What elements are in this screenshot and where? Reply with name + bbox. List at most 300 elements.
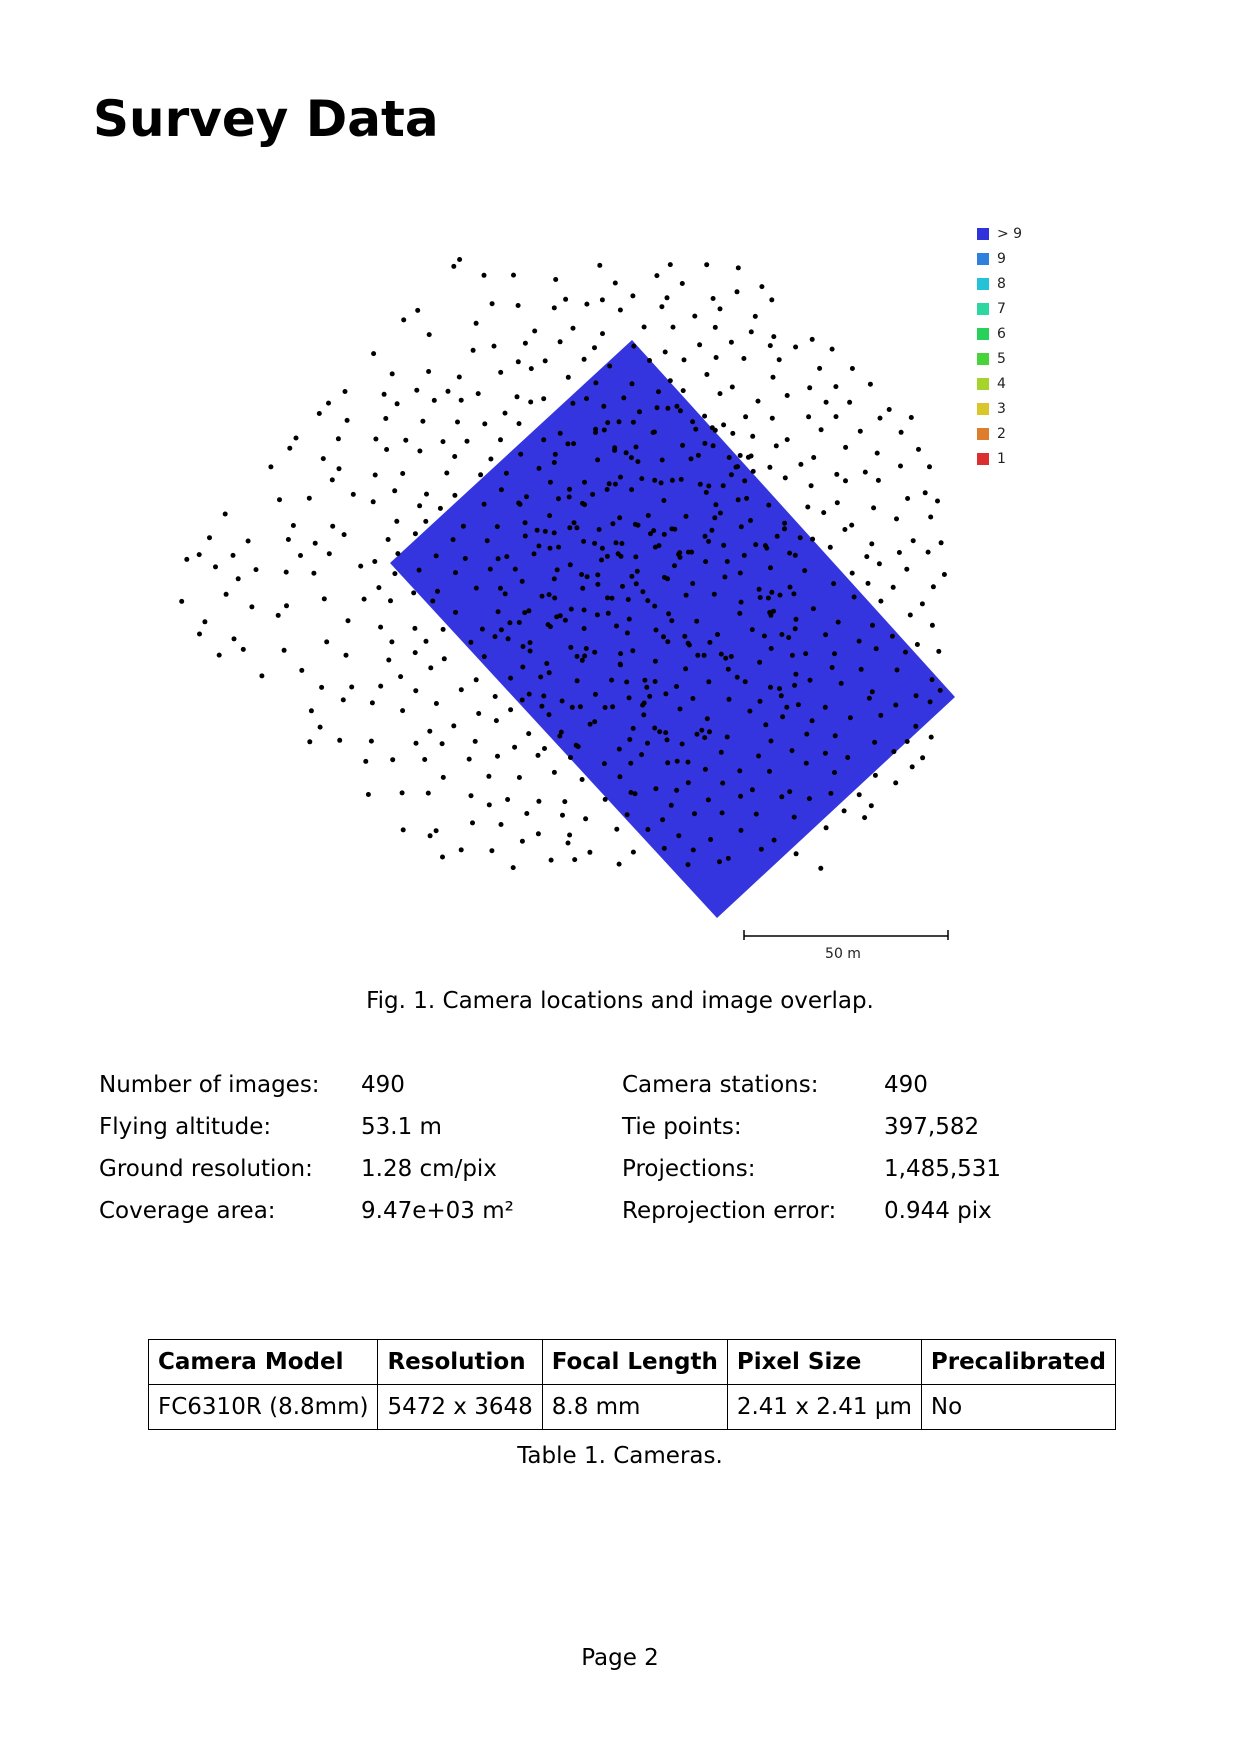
camera-location-dot <box>920 601 925 606</box>
camera-location-dot <box>527 692 532 697</box>
camera-location-dot <box>762 634 767 639</box>
camera-location-dot <box>536 831 541 836</box>
camera-location-dot <box>663 350 668 355</box>
camera-location-dot <box>599 558 604 563</box>
camera-location-dot <box>630 648 635 653</box>
camera-location-dot <box>703 559 708 564</box>
camera-location-dot <box>696 453 701 458</box>
camera-location-dot <box>580 501 585 506</box>
stat-value: 53.1 m <box>361 1114 442 1140</box>
camera-location-dot <box>718 306 723 311</box>
camera-location-dot <box>197 632 202 637</box>
camera-location-dot <box>342 532 347 537</box>
camera-location-dot <box>566 841 571 846</box>
camera-location-dot <box>644 685 649 690</box>
camera-location-dot <box>678 707 683 712</box>
camera-location-dot <box>708 837 713 842</box>
camera-location-dot <box>307 496 312 501</box>
camera-location-dot <box>785 437 790 442</box>
camera-location-dot <box>446 389 451 394</box>
camera-location-dot <box>607 481 612 486</box>
camera-location-dot <box>790 653 795 658</box>
camera-location-dot <box>859 667 864 672</box>
camera-location-dot <box>498 370 503 375</box>
camera-location-dot <box>796 702 801 707</box>
camera-location-dot <box>503 411 508 416</box>
camera-location-dot <box>349 685 354 690</box>
camera-location-dot <box>420 419 425 424</box>
camera-location-dot <box>821 510 826 515</box>
camera-location-dot <box>719 750 724 755</box>
camera-location-dot <box>607 364 612 369</box>
camera-location-dot <box>179 599 184 604</box>
camera-location-dot <box>505 797 510 802</box>
camera-location-dot <box>639 752 644 757</box>
camera-location-dot <box>706 539 711 544</box>
camera-location-dot <box>766 596 771 601</box>
camera-location-dot <box>541 694 546 699</box>
cameras-table <box>148 1339 1116 1430</box>
camera-location-dot <box>874 646 879 651</box>
camera-location-dot <box>516 359 521 364</box>
camera-location-dot <box>506 636 511 641</box>
camera-location-dot <box>413 531 418 536</box>
camera-location-dot <box>893 780 898 785</box>
camera-location-dot <box>635 569 640 574</box>
camera-location-dot <box>284 603 289 608</box>
camera-location-dot <box>517 775 522 780</box>
camera-location-dot <box>729 654 734 659</box>
page-number: Page 2 <box>581 1645 659 1671</box>
camera-location-dot <box>570 705 575 710</box>
camera-location-dot <box>547 670 552 675</box>
camera-location-dot <box>474 677 479 682</box>
camera-location-dot <box>370 700 375 705</box>
camera-location-dot <box>779 693 784 698</box>
camera-location-dot <box>485 538 490 543</box>
camera-location-dot <box>609 678 614 683</box>
stat-value: 490 <box>884 1072 928 1098</box>
camera-location-dot <box>451 264 456 269</box>
camera-location-dot <box>382 392 387 397</box>
camera-location-dot <box>720 781 725 786</box>
camera-location-dot <box>600 297 605 302</box>
camera-location-dot <box>655 405 660 410</box>
camera-location-dot <box>771 375 776 380</box>
camera-location-dot <box>766 503 771 508</box>
camera-location-dot <box>942 572 947 577</box>
camera-location-dot <box>441 627 446 632</box>
camera-location-dot <box>905 739 910 744</box>
camera-location-dot <box>571 326 576 331</box>
camera-location-dot <box>553 277 558 282</box>
camera-location-dot <box>663 691 668 696</box>
image-overlap-area <box>390 340 955 918</box>
camera-location-dot <box>652 478 657 483</box>
camera-location-dot <box>572 857 577 862</box>
camera-location-dot <box>444 471 449 476</box>
figure-caption: Fig. 1. Camera locations and image overlap. <box>366 988 874 1014</box>
camera-location-dot <box>743 679 748 684</box>
camera-location-dot <box>618 308 623 313</box>
camera-location-dot <box>435 589 440 594</box>
camera-location-dot <box>804 732 809 737</box>
camera-location-dot <box>532 329 537 334</box>
camera-location-dot <box>920 755 925 760</box>
column-header: Precalibrated <box>921 1340 1115 1385</box>
camera-location-dot <box>582 357 587 362</box>
camera-location-dot <box>686 550 691 555</box>
camera-location-dot <box>474 586 479 591</box>
camera-location-dot <box>592 541 597 546</box>
camera-location-dot <box>569 607 574 612</box>
camera-location-dot <box>746 455 751 460</box>
camera-location-dot <box>536 799 541 804</box>
camera-location-dot <box>767 610 772 615</box>
camera-location-dot <box>552 576 557 581</box>
camera-location-dot <box>482 421 487 426</box>
camera-location-dot <box>785 393 790 398</box>
camera-location-dot <box>778 593 783 598</box>
legend-item <box>977 296 1022 321</box>
camera-location-dot <box>326 401 331 406</box>
camera-location-dot <box>486 774 491 779</box>
camera-location-dot <box>674 404 679 409</box>
camera-location-dot <box>453 570 458 575</box>
camera-location-dot <box>824 400 829 405</box>
camera-location-dot <box>535 528 540 533</box>
camera-location-dot <box>684 514 689 519</box>
camera-location-dot <box>843 478 848 483</box>
camera-location-dot <box>508 676 513 681</box>
camera-location-dot <box>774 443 779 448</box>
camera-location-dot <box>438 506 443 511</box>
camera-location-dot <box>619 541 624 546</box>
camera-location-dot <box>373 473 378 478</box>
camera-location-dot <box>904 567 909 572</box>
camera-location-dot <box>691 848 696 853</box>
camera-location-dot <box>864 554 869 559</box>
camera-location-dot <box>558 339 563 344</box>
camera-location-dot <box>665 576 670 581</box>
camera-location-dot <box>590 492 595 497</box>
camera-location-dot <box>721 483 726 488</box>
camera-location-dot <box>680 443 685 448</box>
camera-location-dot <box>434 553 439 558</box>
camera-location-dot <box>231 553 236 558</box>
legend-item <box>977 371 1022 396</box>
camera-location-dot <box>473 739 478 744</box>
camera-location-dot <box>772 838 777 843</box>
camera-location-dot <box>928 515 933 520</box>
camera-location-dot <box>725 735 730 740</box>
camera-location-dot <box>780 714 785 719</box>
camera-location-dot <box>424 492 429 497</box>
camera-location-dot <box>597 527 602 532</box>
camera-location-dot <box>660 817 665 822</box>
camera-location-dot <box>683 666 688 671</box>
camera-location-dot <box>872 740 877 745</box>
camera-location-dot <box>552 530 557 535</box>
camera-location-dot <box>642 678 647 683</box>
camera-location-dot <box>319 685 324 690</box>
camera-location-dot <box>254 567 259 572</box>
camera-location-dot <box>697 342 702 347</box>
camera-location-dot <box>706 679 711 684</box>
camera-location-dot <box>633 554 638 559</box>
camera-location-dot <box>739 828 744 833</box>
camera-location-dot <box>753 542 758 547</box>
camera-location-dot <box>553 452 558 457</box>
camera-location-dot <box>694 619 699 624</box>
camera-location-dot <box>927 464 932 469</box>
legend-label: 1 <box>997 450 1006 467</box>
column-header: Pixel Size <box>727 1340 921 1385</box>
camera-location-dot <box>726 856 731 861</box>
camera-location-dot <box>742 553 747 558</box>
camera-location-dot <box>630 293 635 298</box>
camera-location-dot <box>653 679 658 684</box>
camera-location-dot <box>383 416 388 421</box>
camera-location-dot <box>582 626 587 631</box>
camera-location-dot <box>576 744 581 749</box>
camera-location-dot <box>787 551 792 556</box>
camera-location-dot <box>824 825 829 830</box>
camera-location-dot <box>515 394 520 399</box>
camera-location-dot <box>503 591 508 596</box>
camera-location-dot <box>704 490 709 495</box>
camera-location-dot <box>390 371 395 376</box>
camera-location-dot <box>793 345 798 350</box>
camera-location-dot <box>807 385 812 390</box>
stat-label: Ground resolution: <box>99 1156 313 1182</box>
camera-location-dot <box>562 799 567 804</box>
camera-location-dot <box>401 317 406 322</box>
legend-swatch <box>977 303 989 315</box>
camera-location-dot <box>430 599 435 604</box>
camera-location-dot <box>452 454 457 459</box>
stat-value: 397,582 <box>884 1114 980 1140</box>
stat-label: Number of images: <box>99 1072 320 1098</box>
camera-location-dot <box>810 337 815 342</box>
camera-location-dot <box>890 634 895 639</box>
camera-location-dot <box>552 770 557 775</box>
camera-location-dot <box>757 587 762 592</box>
camera-location-dot <box>911 538 916 543</box>
camera-location-dot <box>249 604 254 609</box>
scale-bar <box>744 930 948 940</box>
camera-location-dot <box>322 596 327 601</box>
camera-location-dot <box>792 683 797 688</box>
camera-location-dot <box>541 396 546 401</box>
camera-location-dot <box>878 713 883 718</box>
camera-location-dot <box>721 543 726 548</box>
stat-value: 1,485,531 <box>884 1156 1002 1182</box>
stat-value: 9.47e+03 m² <box>361 1198 514 1224</box>
camera-location-dot <box>371 499 376 504</box>
camera-location-dot <box>669 618 674 623</box>
camera-location-dot <box>282 648 287 653</box>
camera-location-dot <box>451 537 456 542</box>
camera-location-dot <box>489 848 494 853</box>
camera-location-dot <box>417 449 422 454</box>
camera-location-dot <box>663 730 668 735</box>
camera-location-dot <box>674 788 679 793</box>
camera-location-dot <box>871 505 876 510</box>
legend-swatch <box>977 253 989 265</box>
camera-location-dot <box>496 556 501 561</box>
camera-location-dot <box>558 431 563 436</box>
camera-location-dot <box>593 380 598 385</box>
table-header-row <box>149 1340 1116 1385</box>
camera-location-dot <box>736 265 741 270</box>
camera-location-dot <box>287 446 292 451</box>
camera-location-dot <box>870 623 875 628</box>
camera-location-dot <box>794 851 799 856</box>
camera-location-dot <box>426 791 431 796</box>
camera-location-dot <box>386 537 391 542</box>
camera-location-dot <box>805 505 810 510</box>
camera-location-dot <box>571 441 576 446</box>
camera-location-dot <box>318 725 323 730</box>
camera-location-dot <box>639 476 644 481</box>
camera-location-dot <box>702 653 707 658</box>
camera-location-dot <box>739 600 744 605</box>
camera-location-dot <box>651 528 656 533</box>
camera-location-dot <box>678 555 683 560</box>
camera-location-dot <box>478 472 483 477</box>
camera-location-dot <box>672 563 677 568</box>
camera-location-dot <box>341 697 346 702</box>
camera-location-dot <box>810 537 815 542</box>
camera-location-dot <box>862 815 867 820</box>
camera-location-dot <box>584 646 589 651</box>
camera-location-dot <box>833 733 838 738</box>
camera-location-dot <box>779 632 784 637</box>
camera-location-dot <box>567 495 572 500</box>
legend-label: 4 <box>997 375 1006 392</box>
camera-location-dot <box>524 811 529 816</box>
camera-location-dot <box>578 704 583 709</box>
camera-location-dot <box>499 627 504 632</box>
camera-location-dot <box>584 396 589 401</box>
camera-location-dot <box>706 797 711 802</box>
camera-location-dot <box>336 436 341 441</box>
camera-location-dot <box>441 439 446 444</box>
camera-location-dot <box>939 540 944 545</box>
camera-location-dot <box>793 553 798 558</box>
legend-swatch <box>977 453 989 465</box>
camera-location-dot <box>631 850 636 855</box>
camera-location-dot <box>511 865 516 870</box>
camera-location-dot <box>459 847 464 852</box>
camera-location-dot <box>698 482 703 487</box>
camera-location-dot <box>646 513 651 518</box>
camera-location-dot <box>916 447 921 452</box>
camera-location-dot <box>618 475 623 480</box>
camera-location-dot <box>718 391 723 396</box>
camera-location-dot <box>520 698 525 703</box>
camera-location-dot <box>631 420 636 425</box>
camera-location-dot <box>843 445 848 450</box>
camera-location-dot <box>747 709 752 714</box>
camera-location-dot <box>695 732 700 737</box>
camera-location-dot <box>867 696 872 701</box>
camera-location-dot <box>790 748 795 753</box>
camera-location-dot <box>659 304 664 309</box>
camera-location-dot <box>665 295 670 300</box>
camera-location-dot <box>595 457 600 462</box>
camera-location-dot <box>528 649 533 654</box>
camera-location-dot <box>680 742 685 747</box>
camera-location-dot <box>751 469 756 474</box>
stat-label: Flying altitude: <box>99 1114 272 1140</box>
camera-location-dot <box>784 705 789 710</box>
camera-location-dot <box>677 550 682 555</box>
camera-location-dot <box>413 688 418 693</box>
camera-location-dot <box>337 466 342 471</box>
camera-location-dot <box>848 715 853 720</box>
camera-location-dot <box>930 677 935 682</box>
camera-location-dot <box>847 400 852 405</box>
camera-location-dot <box>618 651 623 656</box>
camera-location-dot <box>390 757 395 762</box>
camera-location-dot <box>674 684 679 689</box>
legend-item <box>977 246 1022 271</box>
camera-location-dot <box>403 438 408 443</box>
camera-location-dot <box>488 567 493 572</box>
camera-location-dot <box>346 618 351 623</box>
camera-location-dot <box>787 789 792 794</box>
camera-location-dot <box>637 409 642 414</box>
camera-location-dot <box>711 443 716 448</box>
camera-location-dot <box>616 551 621 556</box>
camera-location-dot <box>836 620 841 625</box>
table-cell: 8.8 mm <box>542 1385 727 1430</box>
legend-swatch <box>977 378 989 390</box>
camera-location-dot <box>351 492 356 497</box>
camera-location-dot <box>703 767 708 772</box>
camera-location-dot <box>624 680 629 685</box>
camera-location-dot <box>617 774 622 779</box>
camera-location-dot <box>675 759 680 764</box>
camera-location-dot <box>735 464 740 469</box>
camera-location-dot <box>768 685 773 690</box>
camera-location-dot <box>184 557 189 562</box>
camera-location-dot <box>672 527 677 532</box>
camera-location-dot <box>657 729 662 734</box>
camera-location-dot <box>661 498 666 503</box>
camera-location-dot <box>414 388 419 393</box>
camera-location-dot <box>898 464 903 469</box>
camera-location-dot <box>523 341 528 346</box>
camera-location-dot <box>568 755 573 760</box>
camera-location-dot <box>568 645 573 650</box>
camera-location-dot <box>223 512 228 517</box>
camera-location-dot <box>629 455 634 460</box>
camera-location-dot <box>556 496 561 501</box>
camera-location-dot <box>558 613 563 618</box>
camera-location-dot <box>434 701 439 706</box>
camera-location-dot <box>730 431 735 436</box>
camera-location-dot <box>870 689 875 694</box>
legend-item <box>977 321 1022 346</box>
camera-location-dot <box>678 408 683 413</box>
camera-location-dot <box>337 738 342 743</box>
camera-location-dot <box>482 502 487 507</box>
stat-label: Coverage area: <box>99 1198 276 1224</box>
camera-location-dot <box>690 581 695 586</box>
